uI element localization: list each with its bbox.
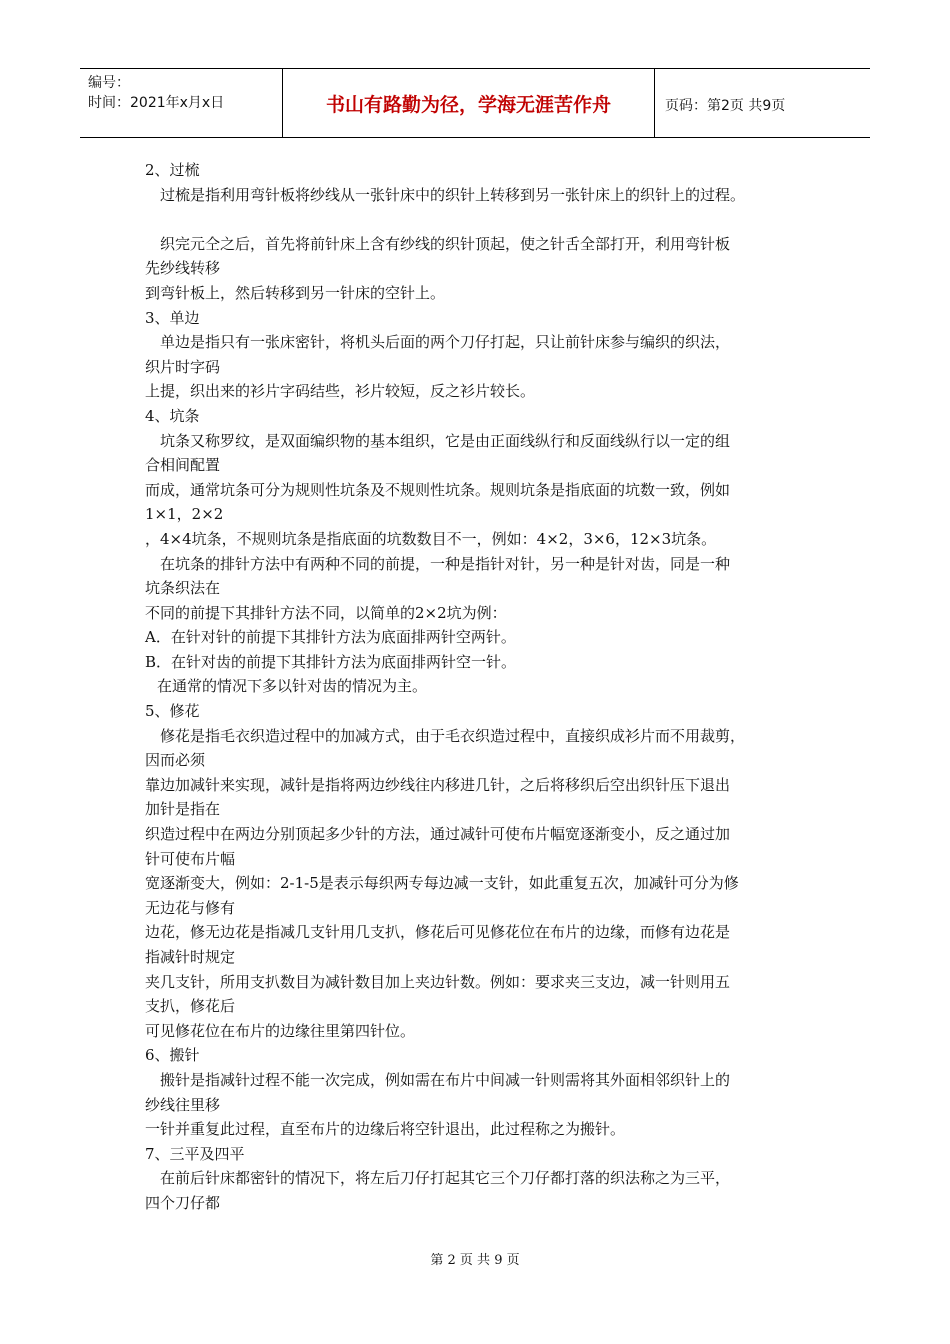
text-line: ，4×4坑条，不规则坑条是指底面的坑数数目不一，例如：4×2，3×6，12×3坑条。	[145, 529, 717, 548]
text-line: 一针并重复此过程，直至布片的边缘后将空针退出，此过程称之为搬针。	[145, 1120, 626, 1139]
text-line: 1×1，2×2	[145, 505, 224, 524]
text-line: 修花是指毛衣织造过程中的加减方式，由于毛衣织造过程中，直接织成衫片而不用裁剪，	[160, 726, 746, 745]
text-line: 在前后针床都密针的情况下，将左后刀仔打起其它三个刀仔都打落的织法称之为三平，	[160, 1169, 731, 1188]
text-line: 因而必须	[145, 751, 206, 770]
page-footer: 第 2 页 共 9 页	[430, 1253, 520, 1268]
motto-text: 书山有路勤为径，学海无涯苦作舟	[325, 94, 611, 116]
text-line: 支扒，修花后	[145, 997, 236, 1016]
blank-line	[145, 207, 825, 232]
list-item-b: B．在针对齿的前提下其排针方法为底面排两针空一针。	[145, 652, 517, 671]
text-line: 靠边加减针来实现，减针是指将两边纱线往内移进几针，之后将移织后空出织针压下退出	[145, 775, 731, 794]
text-line: 织完元仝之后，首先将前针床上含有纱线的织针顶起，使之针舌全部打开，利用弯针板	[160, 234, 731, 253]
text-line: 夹几支针，所用支扒数目为减针数目加上夹边针数。例如：要求夹三支边，减一针则用五	[145, 972, 731, 991]
header-meta-cell	[80, 69, 283, 137]
text-line: 织片时字码	[145, 357, 221, 376]
text-line: 在通常的情况下多以针对齿的情况为主。	[157, 677, 428, 696]
text-line: 坑条又称罗纹，是双面编织物的基本组织，它是由正面线纵行和反面线纵行以一定的组	[160, 431, 731, 450]
text-line: 可见修花位在布片的边缘往里第四针位。	[145, 1021, 416, 1040]
number-label: 编号：	[88, 75, 130, 91]
text-line: 搬针是指减针过程不能一次完成，例如需在布片中间减一针则需将其外面相邻织针上的	[160, 1070, 731, 1089]
text-line: 加针是指在	[145, 800, 221, 819]
page-number-label: 页码：第2页 共9页	[665, 98, 786, 114]
text-line: 指减针时规定	[145, 948, 236, 966]
section-heading-guoshu: 2、过梳	[145, 161, 200, 179]
text-line: 边花，修无边花是指减几支针用几支扒，修花后可见修花位在布片的边缘，而修有边花是	[145, 923, 731, 942]
text-line: 在坑条的排针方法中有两种不同的前提，一种是指针对针，另一种是针对齿，同是一种	[160, 554, 731, 573]
section-heading-kengtiao: 4、坑条	[145, 406, 200, 425]
text-line: 而成，通常坑条可分为规则性坑条及不规则性坑条。规则坑条是指底面的坑数一致，例如	[145, 480, 731, 499]
header-table	[80, 68, 870, 138]
text-line: 过梳是指利用弯针板将纱线从一张针床中的织针上转移到另一张针床上的织针上的过程。	[160, 185, 746, 204]
text-line: 四个刀仔都	[145, 1193, 221, 1212]
text-line: 不同的前提下其排针方法不同，以简单的2×2坑为例：	[145, 603, 507, 622]
text-line: 上提，织出来的衫片字码结些，衫片较短，反之衫片较长。	[145, 382, 536, 401]
text-line: 合相间配置	[145, 456, 221, 475]
section-heading-banzhen: 6、搬针	[145, 1046, 200, 1065]
text-line: 坑条织法在	[145, 579, 221, 598]
section-heading-sanping: 7、三平及四平	[145, 1144, 245, 1163]
text-line: 织造过程中在两边分别顶起多少针的方法，通过减针可使布片幅宽逐渐变小，反之通过加	[145, 825, 731, 844]
time-label: 时间：2021年x月x日	[88, 95, 225, 111]
header-motto-cell	[283, 69, 655, 137]
text-line: 到弯针板上，然后转移到另一针床的空针上。	[145, 283, 446, 302]
text-line: 单边是指只有一张床密针，将机头后面的两个刀仔打起，只让前针床参与编织的织法，	[160, 333, 731, 352]
text-line: 纱线往里移	[145, 1095, 221, 1114]
section-heading-xiuhua: 5、修花	[145, 702, 200, 721]
text-line: 宽逐渐变大，例如：2-1-5是表示每织两专每边减一支针，如此重复五次，加减针可分为修	[145, 874, 739, 893]
text-line: 针可使布片幅	[145, 849, 236, 868]
header-page-cell	[655, 69, 870, 137]
text-line: 无边花与修有	[145, 898, 236, 917]
section-heading-danbian: 3、单边	[145, 308, 200, 327]
document-body	[145, 158, 825, 1216]
list-item-a: A．在针对针的前提下其排针方法为底面排两针空两针。	[145, 628, 516, 647]
text-line: 先纱线转移	[145, 259, 221, 278]
